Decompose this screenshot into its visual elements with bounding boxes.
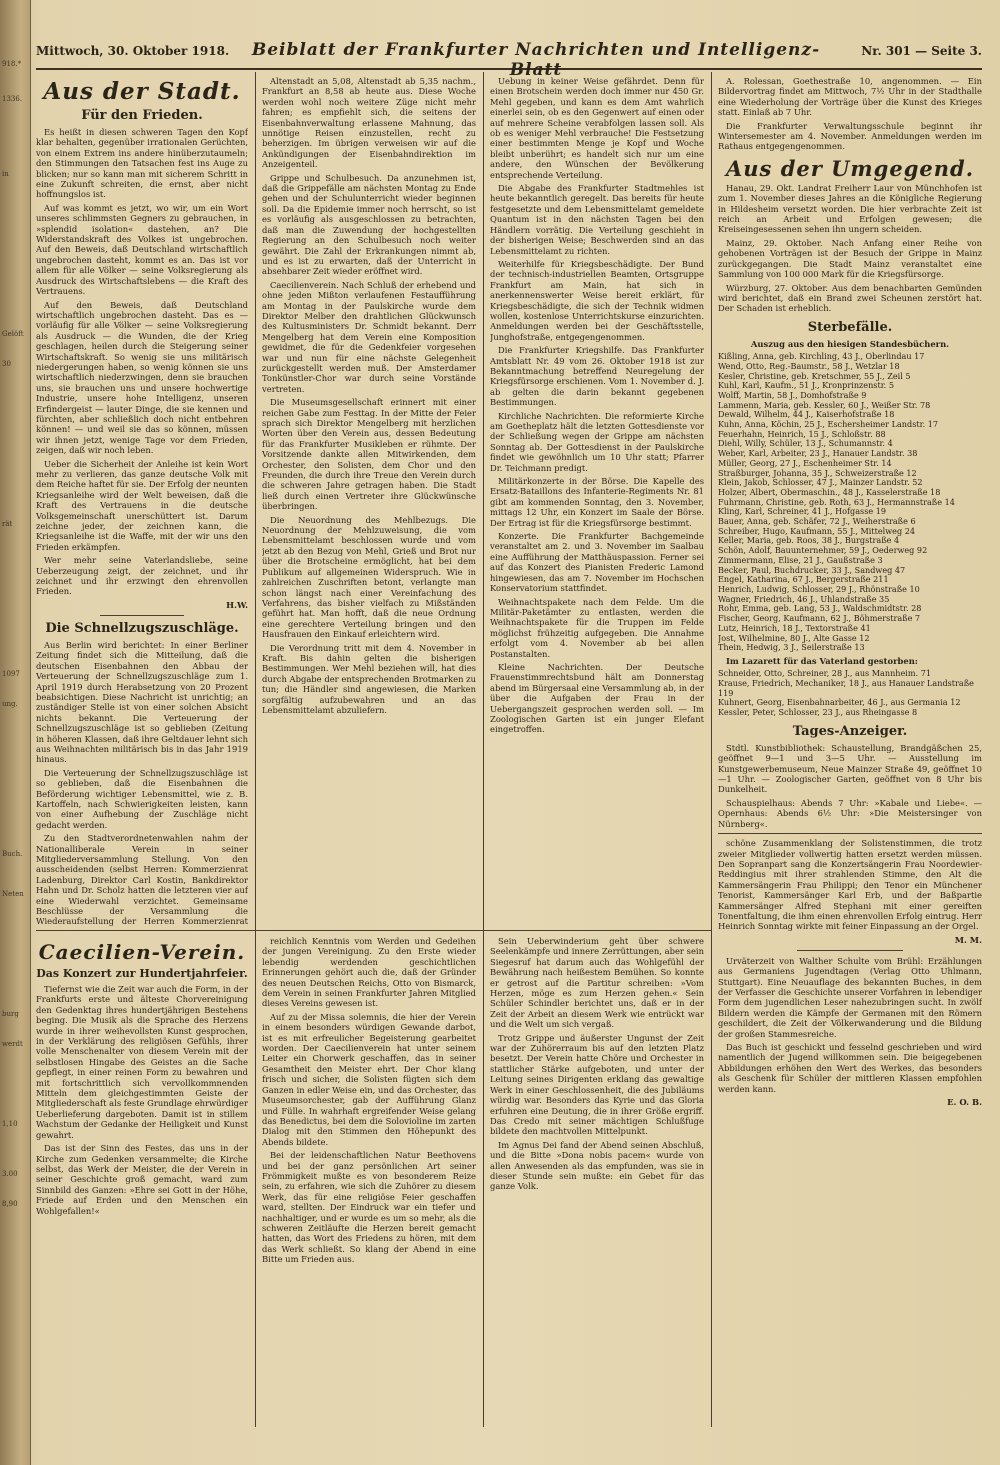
- section-heading: Aus der Stadt.: [43, 78, 241, 105]
- column-3-upper: [490, 76, 704, 926]
- death-notice: Keller, Maria, geb. Roos, 38 J., Burgstraße 4: [718, 535, 900, 546]
- article-paragraph: Die Verteuerung der Schnellzugszuschläge ist so geblieben, daß die Eisenbahnen die Beförderung wichtiger Lebensmittel, wie z. B. Kartoffeln, nach Schwierigkeiten leisten, kann von einer Aufhebung der Zuschläge nicht gedacht werden.: [36, 767, 248, 830]
- newspaper-title: Beiblatt der Frankfurter Nachrichten und Intelligenz-Blatt: [251, 40, 821, 80]
- article-paragraph: Die Frankfurter Verwaltungsschule beginnt ihr Wintersemester am 4. November. Anmeldungen werden im Rathaus entgegengenommen.: [718, 120, 982, 152]
- article-paragraph: Die Verordnung tritt mit dem 4. November in Kraft. Bis dahin gelten die bisherigen Bestimmungen. Wer Mehl beziehen will, hat dies durch Abgabe der entsprechenden Brotmarken zu tun; die Händler sind angewiesen, die Marken sorgfältig aufzubewahren und an das Lebensmittelamt abzuliefern.: [262, 642, 476, 715]
- article-signature: H.W.: [226, 599, 248, 610]
- article-paragraph: Stdtl. Kunstbibliothek: Schaustellung, Brandgäßchen 25, geöffnet 9—1 und 3—5 Uhr. — Ausstellung im Kunstgewerbemuseum, Neue Mainzer Straße 49, geöffnet 10—1 Uhr. — Zoologischer Garten, geöffnet von 8 Uhr bis Dunkelheit.: [718, 742, 982, 795]
- strip-fragment: burg: [2, 1010, 19, 1018]
- death-notice: Kuhn, Anna, Köchin, 25 J., Eschersheimer Landstr. 17: [718, 419, 939, 430]
- section-rule: [36, 930, 711, 931]
- article-paragraph: Zu den Stadtverordnetenwahlen nahm der Nationalliberale Verein in seiner Mitgliederversammlung Stellung. Von den ausscheidenden (selbst Herren: Kommerzienrat Ladenburg, Direktor Carl Kostin, Bankdirektor Hahn und Dr. Scholz hatten die letzteren vier auf eine Wiederwahl verzichtet. Gemeinsame Beschlüsse der Versammlung die Wiederaufstellung der Herren Kommerzienrat: [36, 833, 248, 926]
- strip-fragment: 1097: [2, 670, 20, 678]
- divider: [797, 950, 903, 951]
- death-notice: Wagner, Friedrich, 46 J., Uhlandstraße 35: [718, 593, 890, 604]
- death-notice: Zimmermann, Elise, 21 J., Gaußstraße 3: [718, 554, 883, 565]
- death-notice: Jost, Wilhelmine, 80 J., Alte Gasse 12: [718, 632, 870, 643]
- strip-fragment: werdt: [2, 1040, 23, 1048]
- article-paragraph: Wer mehr seine Vaterlandsliebe, seine Ueberzeugung zeigt, der zeichnet, und ihr zeichnet und ihr erzwingt den ehrenvollen Frieden.: [36, 555, 248, 597]
- article-paragraph: Die Frankfurter Kriegshilfe. Das Frankfurter Amtsblatt Nr. 49 vom 26. Oktober 1918 ist zur Bekanntmachung betreffend Neuregelung der Kriegsfürsorge erschienen. Vom 1. November d. J. ab gelten die darin bekannt gegebenen Bestimmungen.: [490, 345, 704, 408]
- section-heading: Caecilien-Verein.: [38, 940, 246, 964]
- article-paragraph: Bei der leidenschaftlichen Natur Beethovens und bei der ganz persönlichen Art seiner Frömmigkeit mußte es von besonderem Reize sein, zu erfahren, wie sich die Zuhörer zu diesem Werk, das für eine religiöse Feier geschaffen ward, stellten. Der Eindruck war ein tiefer und nachhaltiger, und er wurde es um so mehr, als die schweren Zeitläufte die Herzen bereit gemacht hatten, das Wort des Friedens zu hören, mit dem das Werk schließt. So klang der Abend in eine Bitte um Frieden aus.: [262, 1150, 476, 1265]
- death-notice: Wolff, Martin, 58 J., Domhofstraße 9: [718, 389, 867, 400]
- strip-fragment: 3.00: [2, 1170, 18, 1178]
- article-paragraph: Auf zu der Missa solemnis, die hier der Verein in einem besonders würdigen Gewande darbot, ist es mit erfreulicher Begeisterung gearbeitet worden. Der Caecilienverein hat unter seinem Leiter ein Chorwerk geschaffen, das in seiner Gesamtheit den Meister ehrt. Der Chor klang frisch und sicher, die Solisten fügten sich dem Ganzen in edler Weise ein, und das Orchester, das Museumsorchester, gab der Aufführung Glanz und Fülle. In wahrhaft ergreifender Weise gelang das Benedictus, bei dem die Solovioline im zarten Dialog mit den Stimmen den Höhepunkt des Abends bildete.: [262, 1011, 476, 1147]
- death-notice: Feuerhahn, Heinrich, 15 J., Schloßstr. 88: [718, 428, 886, 439]
- strip-fragment: 30: [2, 360, 11, 368]
- binding-strip: [0, 0, 31, 1465]
- strip-fragment: 1,10: [2, 1120, 18, 1128]
- article-paragraph: A. Rolessan, Goethestraße 10, angenommen. — Ein Bildervortrag findet am Mittwoch, 7½ Uhr in der Stadthalle eine Wiederholung der Vorträge über die Kunst des Krieges statt. Einlaß ab 7 Uhr.: [718, 76, 982, 118]
- death-notice: Müller, Georg, 27 J., Eschenheimer Str. 14: [718, 457, 892, 468]
- article-paragraph: Die Abgabe des Frankfurter Stadtmehles ist heute bekanntlich geregelt. Das bereits für heute festgesetzte und dem Lebensmittelamt gemeldete Quantum ist in den nächsten Tagen bei den Händlern vorrätig. Die Verteilung geschieht in der bisherigen Weise; Beschwerden sind an das Lebensmittelamt zu richten.: [490, 183, 704, 256]
- article-paragraph: Das Buch ist geschickt und fesselnd geschrieben und wird namentlich der Jugend willkommen sein. Die beigegebenen Abbildungen erhöhen den Wert des Werkes, das besonders als Geschenk für Schüler der mittleren Klassen empfohlen werden kann.: [718, 1042, 982, 1094]
- death-notice: Schreiber, Hugo, Kaufmann, 55 J., Mittelweg 24: [718, 525, 915, 536]
- article-paragraph: Uebung in keiner Weise gefährdet. Denn für einen Brotschein werden doch immer nur 450 Gr. Mehl gegeben, und kann es dem Amt wahrlich einerlei sein, ob es den Gegenwert auf einen oder auf mehrere Scheine verabfolgen lassen soll. Als ob es weniger Mehl verbrauche! Die Festsetzung einer bestimmten Menge je Kopf und Woche bleibt unberührt; es handelt sich nur um eine andere, den Wünschen der Bevölkerung entsprechende Verteilung.: [490, 76, 704, 180]
- article-paragraph: Grippe und Schulbesuch. Da anzunehmen ist, daß die Grippefälle am nächsten Montag zu Ende gehen und der Schulunterricht wieder beginnen soll. Da die Epidemie immer noch herrscht, so ist es vorläufig als ausgeschlossen zu betrachten, daß man die Zuwendung der hochgestellten Regierung an den Schulbesuch noch weiter gewährt. Die Zahl der Erkrankungen nimmt ab, und es ist zu erwarten, daß der Unterricht in absehbarer Zeit wieder eröffnet wird.: [262, 172, 476, 277]
- death-notice: Kißling, Anna, geb. Kirchling, 43 J., Oberlindau 17: [718, 351, 925, 362]
- article-paragraph: Trotz Grippe und äußerster Ungunst der Zeit war der Zuhörerraum bis auf den letzten Platz besetzt. Der Verein hatte Chöre und Orchester in stattlicher Stärke aufgeboten, und unter der Leitung seines Dirigenten erklang das gewaltige Werk in einer Geschlossenheit, die des Jubiläums würdig war. Besonders das Kyrie und das Gloria erfuhren eine Deutung, die in ihrer Größe ergriff. Das Credo mit seiner mächtigen Schlußfuge bildete den machtvollen Mittelpunkt.: [490, 1032, 704, 1137]
- strip-fragment: 1336.: [2, 95, 23, 103]
- death-notice: Kesler, Christine, geb. Kretschmer, 55 J., Zeil 5: [718, 370, 911, 381]
- death-notice: Engel, Katharina, 67 J., Bergerstraße 211: [718, 574, 889, 585]
- death-notice: Lutz, Heinrich, 18 J., Textorstraße 41: [718, 622, 871, 633]
- article-paragraph: Urväterzeit von Walther Schulte vom Brühl: Erzählungen aus Germaniens Jugendtagen (Verlag Otto Uhlmann, Stuttgart). Eine Neuauflage des bekannten Buches, in dem der Verfasser die Geschichte unserer Vorfahren in lebendiger Form dem jugendlichen Leser nahezubringen sucht. In zwölf Bildern werden die Kämpfe der Germanen mit den Römern geschildert, die Zeit der Völkerwanderung und die Bildung der großen Stammesreiche.: [718, 955, 982, 1039]
- fallen-notice: Schneider, Otto, Schreiner, 28 J., aus Mannheim. 71: [718, 668, 932, 679]
- death-notice: Fischer, Georg, Kaufmann, 62 J., Böhmerstraße 7: [718, 613, 921, 624]
- article-paragraph: Auf was kommt es jetzt, wo wir, um ein Wort unseres schlimmsten Gegners zu gebrauchen, in »splendid isolation« dastehen, an? Die Widerstandskraft des Volkes ist ungebrochen. Auf den Beweis, daß Deutschland wirtschaftlich ungebrochen dasteht, kommt es an. Das ist vor allem für alle Völker — seine Volksregierung als Ausdruck des Wirtschaftslebens — die Kraft des Vertrauens.: [36, 202, 248, 297]
- article-title: Das Konzert zur Hundertjahrfeier.: [36, 967, 248, 980]
- death-notice: Straßburger, Johanna, 35 J., Schweizerstraße 12: [718, 467, 917, 478]
- article-paragraph: Tiefernst wie die Zeit war auch die Form, in der Frankfurts erste und älteste Chorvereinigung den Gedenktag ihres hundertjährigen Bestehens beging. Die Musik als die Sprache des Herzens wurde in ihrer weihevollsten Kunst gesprochen, in der Verklärung des religiösen Gefühls, ihrer volle Menschenalter von diesem Verein mit der selbstlosen Hingabe des Geistes an die Sache gepflegt, in einer reinen Form zu bewahren und mit fortschrittlich sich vervollkommnenden Mitteln dem gleichgestimmten Geiste der Mitgliederschaft als feste Grundlage ehrwürdiger Ueberlieferung dargeboten. Damit ist in stillem Wachstum der Gedanke der Heiligkeit und Kunst gewahrt.: [36, 984, 248, 1140]
- article-paragraph: Mainz, 29. Oktober. Nach Anfang einer Reihe von gehobenen Vorträgen ist der Besuch der Grippe in Mainz zurückgegangen. Die Stadt Mainz veranstaltet eine Sammlung von 100 000 Mark für die Kriegsfürsorge.: [718, 237, 982, 280]
- strip-fragment: rät: [2, 520, 13, 528]
- death-notice: Rohr, Emma, geb. Lang, 53 J., Waldschmidtstr. 28: [718, 603, 922, 614]
- section-heading: Aus der Umgegend.: [726, 155, 974, 181]
- death-notice: Bauer, Anna, geb. Schäfer, 72 J., Weiherstraße 6: [718, 516, 916, 527]
- article-paragraph: Würzburg, 27. Oktober. Aus dem benachbarten Gemünden wird berichtet, daß ein Brand zwei Scheunen zerstört hat. Der Schaden ist erheblich.: [718, 282, 982, 314]
- death-notice: Dewald, Wilhelm, 44 J., Kaiserhofstraße 18: [718, 409, 895, 420]
- death-notice: Kling, Karl, Schreiner, 41 J., Hofgasse 19: [718, 506, 887, 517]
- article-title: Für den Frieden.: [81, 108, 203, 123]
- column-rule: [711, 72, 712, 1427]
- column-rule: [255, 72, 256, 1427]
- fallen-list: [718, 669, 982, 718]
- death-notice: Henrich, Ludwig, Schlosser, 29 J., Rhönstraße 10: [718, 584, 920, 594]
- strip-fragment: in: [2, 170, 9, 178]
- article-signature: E. O. B.: [947, 1097, 982, 1108]
- fallen-notice: Kuhnert, Georg, Eisenbahnarbeiter, 46 J., aus Germania 12: [718, 697, 961, 708]
- article-paragraph: Weihnachtspakete nach dem Felde. Um die Militär-Paketämter zu entlasten, werden die Weihnachtspakete für die Truppen im Felde möglichst frühzeitig aufgegeben. Die Annahme erfolgt vom 4. November ab bei allen Postanstalten.: [490, 596, 704, 659]
- article-paragraph: Sein Ueberwinderium geht über schwere Seelenkämpfe und innere Zerrüttungen, aber sein Siegesruf hat darum auch das Wohlgefühl der Bewährung nach heißestem Bemühen. So konnte er getrost auf die Partitur schreiben: »Vom Herzen, möge es zum Herzen gehen.« Sein Schüler Schindler berichtet uns, daß er in der Zeit der Arbeit an diesem Werk wie entrückt war und die Welt um sich vergaß.: [490, 936, 704, 1030]
- article-title: Die Schnellzugszuschläge.: [45, 620, 239, 636]
- strip-fragment: ung.: [2, 700, 18, 708]
- death-notice: Diehl, Willy, Schüler, 13 J., Schumannstr. 4: [718, 438, 893, 449]
- death-notice: Lammenn, Maria, geb. Kessler, 60 J., Weißer Str. 78: [718, 399, 931, 410]
- article-paragraph: Schauspielhaus: Abends 7 Uhr: »Kabale und Liebe«. — Opernhaus: Abends 6½ Uhr: »Die Meistersinger von Nürnberg«.: [718, 797, 982, 829]
- article-paragraph: Die Museumsgesellschaft erinnert mit einer reichen Gabe zum Festtag. In der Mitte der Feier sprach sich Direktor Mengelberg mit herzlichen Worten über den Verein aus, dessen Bedeutung für das Frankfurter Musikleben er rühmte. Der Vorsitzende dankte allen Mitwirkenden, dem Orchester, den Solisten, dem Chor und den Freunden, die durch ihre Treue den Verein durch die schweren Jahre getragen haben. Die Stadt ließ durch einen Vertreter ihre Glückwünsche überbringen.: [262, 397, 476, 512]
- strip-fragment: Gelöft: [2, 330, 24, 338]
- article-paragraph: Auf den Beweis, daß Deutschland wirtschaftlich ungebrochen dasteht. Das es — vorläufig für alle Völker — seine Volksregierung als Ausdruck — die Wunden, die der Krieg geschlagen, heilen durch die Steigerung seiner Wirtschaftskraft. So wenig sie uns militärisch niedergerungen haben, so wenig können sie uns wirtschaftlich niederzwingen, denn sie brauchen uns, sie brauchen uns und unsere hochwertige Industrie, unsere hohe Intelligenz, unseren Erfindergeist — lauter Dinge, die sie kennen und fürchten, aber schließlich doch nicht entbehren können! — und weil sie das so können, müssen wir ihnen jetzt, wenige Tage vor dem Frieden, zeigen, daß wir noch leben.: [36, 299, 248, 456]
- death-notices-list: [718, 352, 982, 653]
- strip-fragment: 8,90: [2, 1200, 18, 1208]
- section-heading: Sterbefälle.: [807, 319, 893, 335]
- section-subheading: Auszug aus den hiesigen Standesbüchern.: [750, 338, 950, 349]
- article-paragraph: Caecilienverein. Nach Schluß der erhebend und ohne jeden Mißton verlaufenen Festaufführung am Montag in der Paulskirche wurde dem Direktor Melber den drahtlichen Glückwunsch des Kultusministers Dr. Schmidt bekannt. Derr Mengelberg hat dem Verein eine Komposition gewidmet, die für die Gedenkfeier vorgesehen war und nun für eine nächste Gelegenheit zurückgestellt werden muß. Der Amsterdamer Tonkünstler-Chor war durch seine Vorstände vertreten.: [262, 279, 476, 394]
- article-paragraph: schöne Zusammenklang der Solistenstimmen, die trotz zweier Mitglieder vollwertig hatten ersetzt werden müssen. Den Sopranpart sang die Konzertsängerin Frau Noordewier-Reddingius mit ihrer strahlenden Stimme, den Alt die Kammersängerin Frau Philippi; den Tenor ein Münchener Tenorist, Kammersänger Karl Erb, und der Baßpartie Kammersänger Alfred Stephani mit einer gereiften Tonentfaltung, die ihm einen ehrenvollen Erfolg eintrug. Herr Heinrich Sonntag wirkte mit feiner Einpassung an der Orgel.: [718, 838, 982, 932]
- article-paragraph: Weiterhilfe für Kriegsbeschädigte. Der Bund der technisch-industriellen Beamten, Ortsgruppe Frankfurt am Main, hat sich in anerkennenswerter Weise bereit erklärt, für Kriegsbeschädigte, die sich der Technik widmen wollen, kostenlose Unterrichtskurse einzurichten. Anmeldungen werden bei der Geschäftsstelle, Junghofstraße, entgegengenommen.: [490, 258, 704, 342]
- article-paragraph: Kleine Nachrichten. Der Deutsche Frauenstimmrechtsbund hält am Donnerstag abend im Bürgersaal eine Versammlung ab, in der über die Aufgaben der Frau in der Uebergangszeit gesprochen werden soll. — Im Zoologischen Garten ist ein junger Elefant eingetroffen.: [490, 661, 704, 735]
- article-paragraph: Kirchliche Nachrichten. Die reformierte Kirche am Goetheplatz hält die letzten Gottesdienste vor der Schließung wegen der Grippe am nächsten Sonntag ab. Der Gottesdienst in der Paulskirche findet wie gewöhnlich um 10 Uhr statt; Pfarrer Dr. Teichmann predigt.: [490, 410, 704, 473]
- strip-fragment: Buch.: [2, 850, 23, 858]
- strip-fragment: 918.*: [2, 60, 22, 68]
- article-paragraph: Die Neuordnung des Mehlbezugs. Die Neuordnung der Mehlzuweisung, die vom Lebensmittelamt beschlossen wurde und vom jetzt ab den Bezug von Mehl, Grieß und Brot nur über die Brotscheine ermöglicht, hat bei dem Publikum auf allgemeinen Widerspruch. Wie in zahlreichen Zuschriften betont, verlangte man schon längst nach einer Vereinfachung des Verfahrens, das bisher vielfach zu Mißständen geführt hat. Man hofft, daß die neue Ordnung eine gerechtere Verteilung bringen und den Hausfrauen den Einkauf erleichtern wird.: [262, 514, 476, 640]
- article-paragraph: Hanau, 29. Okt. Landrat Freiherr Laur von Münchhofen ist zum 1. November dieses Jahres an die Königliche Regierung in Hildesheim versetzt worden. Die hier verbrachte Zeit ist reich an Arbeit und Erfolgen gewesen; die Kreiseingesessenen sehen ihn ungern scheiden.: [718, 182, 982, 235]
- death-notice: Thein, Hedwig, 3 J., Seilerstraße 13: [718, 642, 865, 653]
- column-4: [718, 76, 982, 1428]
- death-notice: Becker, Paul, Buchdrucker, 33 J., Sandweg 47: [718, 564, 906, 575]
- divider: [100, 615, 185, 616]
- column-1-lower: [36, 936, 248, 1428]
- column-2-lower: [262, 936, 476, 1428]
- column-1-upper: [36, 74, 248, 926]
- death-notice: Klein, Jakob, Schlosser, 47 J., Mainzer Landstr. 52: [718, 477, 923, 488]
- column-2-upper: [262, 76, 476, 926]
- column-rule: [483, 72, 484, 1427]
- fallen-notice: Kessler, Peter, Schlosser, 23 J., aus Rheingasse 8: [718, 707, 918, 718]
- death-notice: Kuhl, Karl, Kaufm., 51 J., Kronprinzenstr. 5: [718, 380, 894, 391]
- article-paragraph: Konzerte. Die Frankfurter Bachgemeinde veranstaltet am 2. und 3. November im Saalbau eine Aufführung der Matthäuspassion. Ferner sei auf das Konzert des Pianisten Frederic Lamond hingewiesen, das am 7. November im Hochschen Konservatorium stattfindet.: [490, 531, 704, 594]
- article-paragraph: Ueber die Sicherheit der Anleihe ist kein Wort mehr zu verlieren, das ganze deutsche Volk mit dem Reiche haftet für sie. Der Erfolg der neunten Kriegsanleihe wird der Welt beweisen, daß die Kraft des Vertrauens in die deutsche Volksgemeinschaft unerschüttert ist. Darum zeichne jeder, der zeichnen kann, die Kriegsanleihe ist die Waffe, mit der wir uns den Frieden erkämpfen.: [36, 458, 248, 552]
- column-3-lower: [490, 936, 704, 1428]
- article-paragraph: Militärkonzerte in der Börse. Die Kapelle des Ersatz-Bataillons des Infanterie-Regiments Nr. 81 gibt am kommenden Sonntag, den 3. November, mittags 12 Uhr, ein Konzert im Saale der Börse. Der Ertrag ist für die Kriegsfürsorge bestimmt.: [490, 476, 704, 528]
- death-notice: Wend, Otto, Reg.-Baumstr., 58 J., Wetzlar 18: [718, 360, 900, 371]
- article-paragraph: Es heißt in diesen schweren Tagen den Kopf klar behalten, gegenüber irrationalen Gerüchten, von einem Extrem ins andere hinüberzutaumeln; den Stimmungen den Tatsachen fest ins Auge zu blicken; nur so kann man mit sicherem Schritt in eine Zukunft schreiten, die ernst, aber nicht hoffnungslos ist.: [36, 127, 248, 200]
- article-paragraph: Im Agnus Dei fand der Abend seinen Abschluß, und die Bitte »Dona nobis pacem« wurde von allen Anwesenden als das empfunden, was sie in dieser Stunde sein mußte: ein Gebet für das ganze Volk.: [490, 1139, 704, 1192]
- death-notice: Schön, Adolf, Bauunternehmer, 59 J., Oederweg 92: [718, 545, 928, 556]
- article-paragraph: Altenstadt an 5,08, Altenstadt ab 5,35 nachm., Frankfurt an 8,58 ab heute aus. Diese Woche werden wohl noch weitere Züge nicht mehr fahren; es empfiehlt sich, die seitens der Eisenbahnverwaltung erlassene Mahnung, das unnötige Reisen einzustellen, recht zu beherzigen. Im übrigen verweisen wir auf die Ankündigungen der Eisenbahndirektion im Anzeigenteil.: [262, 76, 476, 170]
- article-paragraph: Aus Berlin wird berichtet: In einer Berliner Zeitung findet sich die Mitteilung, daß die deutschen Eisenbahnen den Abbau der Verteuerung der Schnellzugszuschläge zum 1. April 1919 durch Herabsetzung von 20 Prozent beabsichtigen. Diese Nachricht ist unrichtig; an zuständiger Stelle ist von einer solchen Absicht nichts bekannt. Die Verteuerung der Schnellzugszuschläge ist so geblieben (Zeitung in höheren Klassen, daß ihre Geltdauer lehnt sich aus Weihnachten militärisch bis in das Jahr 1919 hinaus.: [36, 639, 248, 765]
- article-signature: M. M.: [954, 934, 982, 945]
- issue-date: Mittwoch, 30. Oktober 1918.: [36, 44, 230, 58]
- section-heading: Tages-Anzeiger.: [792, 723, 908, 739]
- death-notice: Holzer, Albert, Obermaschin., 48 J., Kasselerstraße 18: [718, 486, 941, 497]
- death-notice: Fuhrmann, Christine, geb. Roth, 63 J., Hermannstraße 14: [718, 496, 955, 507]
- masthead: [36, 38, 982, 80]
- fallen-notice: Krause, Friedrich, Mechaniker, 18 J., aus Hanauer Landstraße 119: [718, 678, 974, 698]
- death-notice: Weber, Karl, Arbeiter, 23 J., Hanauer Landstr. 38: [718, 448, 918, 459]
- strip-fragment: Neten: [2, 890, 24, 898]
- article-paragraph: reichlich Kenntnis vom Werden und Gedeihen der jungen Vereinigung. Zu den Erste wieder lebendig werdenden geschichtlichen Erinnerungen gehört auch die, daß der Gründer des neuen Deutschen Reichs, Otto von Bismarck, dem Verein in seinen Frankfurter Jahren Mitglied dieses Vereins gewesen ist.: [262, 936, 476, 1009]
- section-rule: [718, 833, 982, 834]
- issue-number: Nr. 301 — Seite 3.: [861, 44, 982, 58]
- article-paragraph: Das ist der Sinn des Festes, das uns in der Kirche zum Gedenken versammelte; die Kirche selbst, das Werk der Meister, die der Verein in seiner Geschichte groß gemacht, ward zum Sinnbild des Ganzen: »Ehre sei Gott in der Höhe, Friede auf Erden und den Menschen ein Wohlgefallen!«: [36, 1143, 248, 1216]
- section-subheading: Im Lazarett für das Vaterland gestorben:: [726, 655, 918, 666]
